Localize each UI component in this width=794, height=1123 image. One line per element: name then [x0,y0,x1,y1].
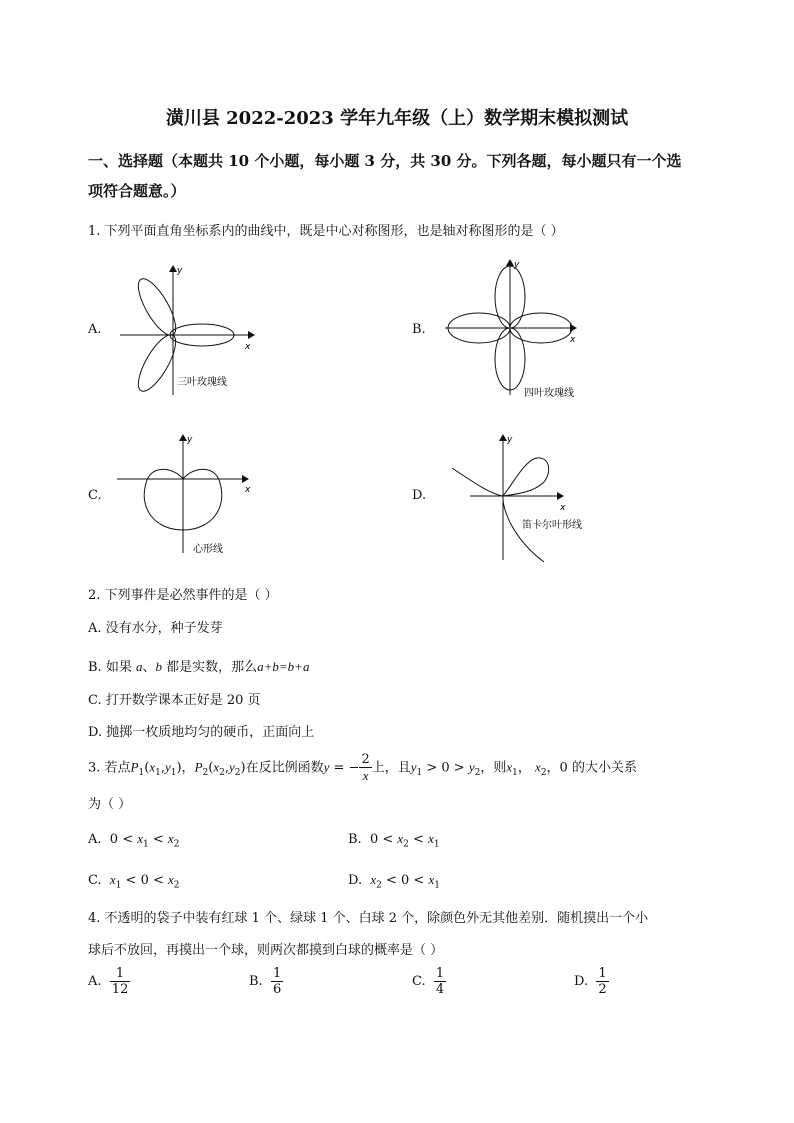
page-title: 潢川县 2022-2023 学年九年级（上）数学期末模拟测试 [165,108,629,129]
frac-den: 6 [272,982,282,997]
x-arrow [557,492,564,500]
q3-text-2: 在反比例函数 [245,760,324,776]
y-arrow [499,434,507,441]
var-a: a [135,659,143,674]
q3-option-d: D. $x_2 < 0 < x_1$ [348,872,440,891]
q1-option-a-figure [115,255,265,400]
q3-option-d-label: D. [348,873,363,888]
x-arrow [242,475,249,483]
curve-caption: 心形线 [193,544,223,555]
curve-caption: 四叶玫瑰线 [524,388,574,399]
y-arrow [179,434,187,441]
q3-option-b: B. $0 < x_2 < x_1$ [348,831,440,850]
frac-den [359,768,371,784]
q3-function-fraction [359,752,371,784]
frac-num: 2 [361,752,370,767]
y-axis-label: y [514,260,520,270]
curve-caption: 三叶玫瑰线 [177,377,227,388]
y-axis-label: y [507,435,513,445]
q2-option-c: C. 打开数学课本正好是 20 页 [88,693,261,708]
frac-num: 1 [435,966,445,981]
q3-text-5: ，0 的大小关系 [546,760,637,776]
q1-option-d-label: D. [412,488,427,503]
q2-option-b-prefix: B. 如果 [88,660,132,675]
q3-text-1: 3. 若点 [88,760,131,776]
q3-option-a-label: A. [88,832,102,847]
frac-den-var: x [362,768,369,783]
frac-num: 1 [110,966,131,982]
q2-option-b-mid: 都是实数，那么 [166,660,258,675]
q4-option-fraction [596,966,608,997]
y-axis-label: y [187,435,193,445]
q2-option-d: D. 抛掷一枚质地均匀的硬币，正面向上 [88,725,315,740]
q4-stem: 4. 不透明的袋子中装有红球 1 个、绿球 1 个、白球 2 个，除颜色外无其他差别．随机摸出一个小 [88,911,649,926]
q2-option-a: A. 没有水分，种子发芽 [88,621,223,636]
q2-stem: 2. 下列事件是必然事件的是（ ） [88,588,278,603]
q3-option-b-label: B. [348,832,362,847]
x-axis-label: x [570,335,576,345]
q1-option-c-figure [115,428,265,558]
q4-option-fraction [434,966,446,997]
frac-num: 1 [272,966,282,981]
q4-option-label: A. [88,974,102,989]
q4-stem-cont: 球后不放回，再摸出一个球，则两次都摸到白球的概率是（ ） [88,943,444,958]
q3-option-c: C. $x_1 < 0 < x_2$ [88,872,180,891]
petal [131,330,182,396]
section-heading-cont: 项符合题意。） [88,182,186,200]
q4-option-label: D. [574,974,589,989]
q1-stem: 1. 下列平面直角坐标系内的曲线中，既是中心对称图形，也是轴对称图形的是（ ） [88,224,564,239]
y-arrow [169,265,177,272]
x-axis-label: x [245,485,251,495]
q4-option-a [88,966,130,997]
q3-option-c-label: C. [88,873,102,888]
frac-den: 12 [111,982,129,997]
x-arrow [248,331,255,339]
q3-text-4: ，则 [480,760,507,776]
section-heading: 一、选择题（本题共 10 个小题，每小题 3 分，共 30 分。下列各题，每小题只有一个选 [88,152,682,170]
curve-caption: 笛卡尔叶形线 [522,520,582,531]
q4-option-b [249,966,283,997]
q1-option-d-figure [440,428,590,568]
frac-den: 2 [598,982,607,997]
x-axis-label: x [560,503,566,513]
q1-option-c-label: C. [88,488,102,503]
q1-option-b-label: B. [412,322,426,337]
var-b: b [155,659,162,674]
q4-option-label: B. [249,974,263,989]
q4-option-c [412,966,446,997]
q1-option-b-figure [440,255,590,405]
folium-curve [452,458,549,562]
q1-option-a-label: A. [88,322,102,337]
q2-option-b-sep: 、 [142,660,156,675]
q4-option-d [574,966,609,997]
q3-stem-cont: 为（ ） [88,797,132,812]
q3-stem: 3. 若点$P_1(x_1,y_1)$，$P_2(x_2,y_2)$在反比例函数y = − $\frac{2}{x}$ 上，且$y_1 > 0 > y_2$，则$x_1$， $x_2$，0 的大小关系 [88,752,637,783]
q3-option-a: A. $0 < x_1 < x_2$ [88,831,180,850]
q4-option-fraction [271,966,283,997]
q4-option-fraction [110,966,131,997]
frac-den: 4 [435,982,445,997]
q2-option-b [88,656,309,675]
q4-option-label: C. [412,974,426,989]
y-arrow [506,259,514,266]
frac-num: 1 [598,966,607,981]
petal [131,274,182,340]
x-axis-label: x [245,342,251,352]
q2-option-b-equation: a+b=b+a [257,659,310,674]
q3-text-3: 上，且 [371,760,411,776]
y-axis-label: y [177,266,183,276]
